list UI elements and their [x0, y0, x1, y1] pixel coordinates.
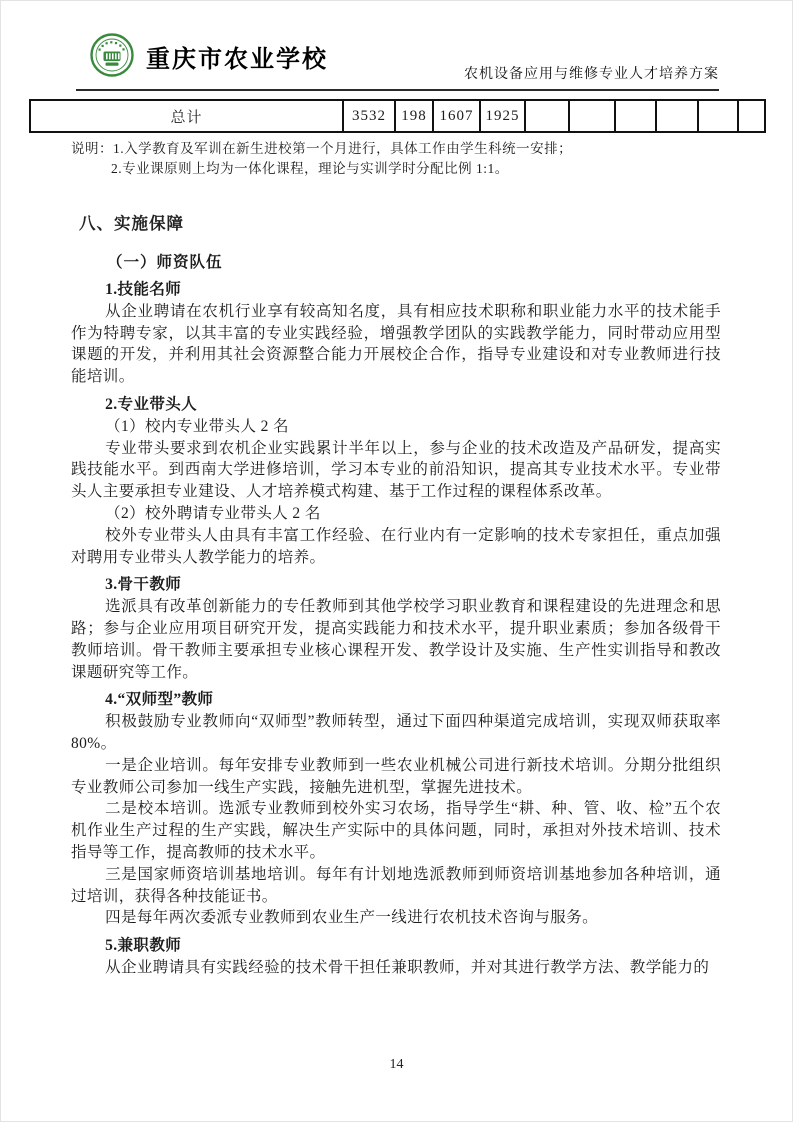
subsection-heading: 2.专业带头人	[105, 395, 198, 413]
paragraph: 从企业聘请具有实践经验的技术骨干担任兼职教师，并对其进行教学方法、教学能力的	[105, 958, 710, 976]
header-rule	[76, 89, 719, 91]
note-line-1: 说明：1.入学教育及军训在新生进校第一个月进行，具体工作由学生科统一安排；	[71, 141, 573, 156]
table-cell: 1925	[479, 101, 524, 131]
table-cell	[697, 101, 737, 131]
section-body	[71, 279, 721, 979]
school-name: 重庆市农业学校	[146, 46, 328, 73]
paragraph: 选派具有改革创新能力的专任教师到其他学校学习职业教育和课程建设的先进理念和思路；参与企业应用项目研究开发，提高实践能力和技术水平，提升职业素质；参加各级骨干教师培训。骨干教师主要承担专业核心课程开发、教学设计及实施、生产性实训指导和教改课题研究等工作。	[71, 598, 721, 681]
table-cell: 3532	[342, 101, 394, 131]
section-sub-heading: （一）师资队伍	[107, 254, 223, 271]
paragraph: 三是国家师资培训基地培训。每年有计划地选派教师到师资培训基地参加各种培训，通过培训，获得各种技能证书。	[71, 865, 721, 905]
subsection-heading: 5.兼职教师	[105, 937, 182, 955]
subsection-heading: 1.技能名师	[105, 281, 182, 298]
table-cell	[655, 101, 697, 131]
table-cell: 1607	[432, 101, 479, 131]
paragraph: 二是校本培训。选派专业教师到校外实习农场，指导学生“耕、种、管、收、检”五个农机作业生产过程的生产实践，解决生产实际中的具体问题，同时，承担对外技术培训、技术指导等工作，提高教师的技术水平。	[71, 800, 721, 861]
sub-item: （2）校外聘请专业带头人 2 名	[105, 504, 321, 522]
table-row-label: 总计	[170, 109, 203, 126]
header-brand	[89, 31, 328, 81]
sub-item: （1）校内专业带头人 2 名	[105, 417, 289, 435]
table-notes	[71, 139, 721, 179]
table-cell	[614, 101, 655, 131]
section-heading: 八、实施保障	[79, 215, 184, 233]
table-cell	[524, 101, 568, 131]
doc-title: 农机设备应用与维修专业人才培养方案	[464, 67, 719, 82]
summary-table	[29, 99, 766, 133]
paragraph: 四是每年两次委派专业教师到农业生产一线进行农机技术咨询与服务。	[105, 909, 598, 927]
school-logo-icon	[89, 31, 136, 81]
paragraph: 专业带头要求到农机企业实践累计半年以上，参与企业的技术改造及产品研发，提高实践技能水平。到西南大学进修培训，学习本专业的前沿知识，提高其专业技术水平。专业带头人主要承担专业建设、人才培养模式构建、基于工作过程的课程体系改革。	[71, 439, 721, 501]
paragraph: 积极鼓励专业教师向“双师型”教师转型，通过下面四种渠道完成培训，实现双师获取率 80%。	[71, 713, 721, 752]
paragraph: 从企业聘请在农机行业享有较高知名度，具有相应技术职称和职业能力水平的技术能手作为特聘专家，以其丰富的专业实践经验，增强教学团队的实践教学能力，同时带动应用型课题的开发，并利用其社会资源整合能力开展校企合作，指导专业建设和对专业教师进行技能培训。	[71, 302, 721, 386]
subsection-heading: 3.骨干教师	[105, 576, 182, 594]
table-cell	[737, 101, 764, 131]
table-cell	[568, 101, 614, 131]
table-cell: 198	[394, 101, 432, 131]
paragraph: 校外专业带头人由具有丰富工作经验、在行业内有一定影响的技术专家担任，重点加强对聘用专业带头人教学能力的培养。	[71, 526, 721, 566]
subsection-heading: 4.“双师型”教师	[105, 691, 214, 709]
page-number: 14	[389, 1057, 404, 1072]
page-header	[1, 1, 792, 91]
paragraph: 一是企业培训。每年安排专业教师到一些农业机械公司进行新技术培训。分期分批组织专业教师公司参加一线生产实践，接触先进机型，掌握先进技术。	[71, 756, 721, 796]
note-line-2: 2.专业课原则上均为一体化课程，理论与实训学时分配比例 1:1。	[111, 161, 509, 176]
